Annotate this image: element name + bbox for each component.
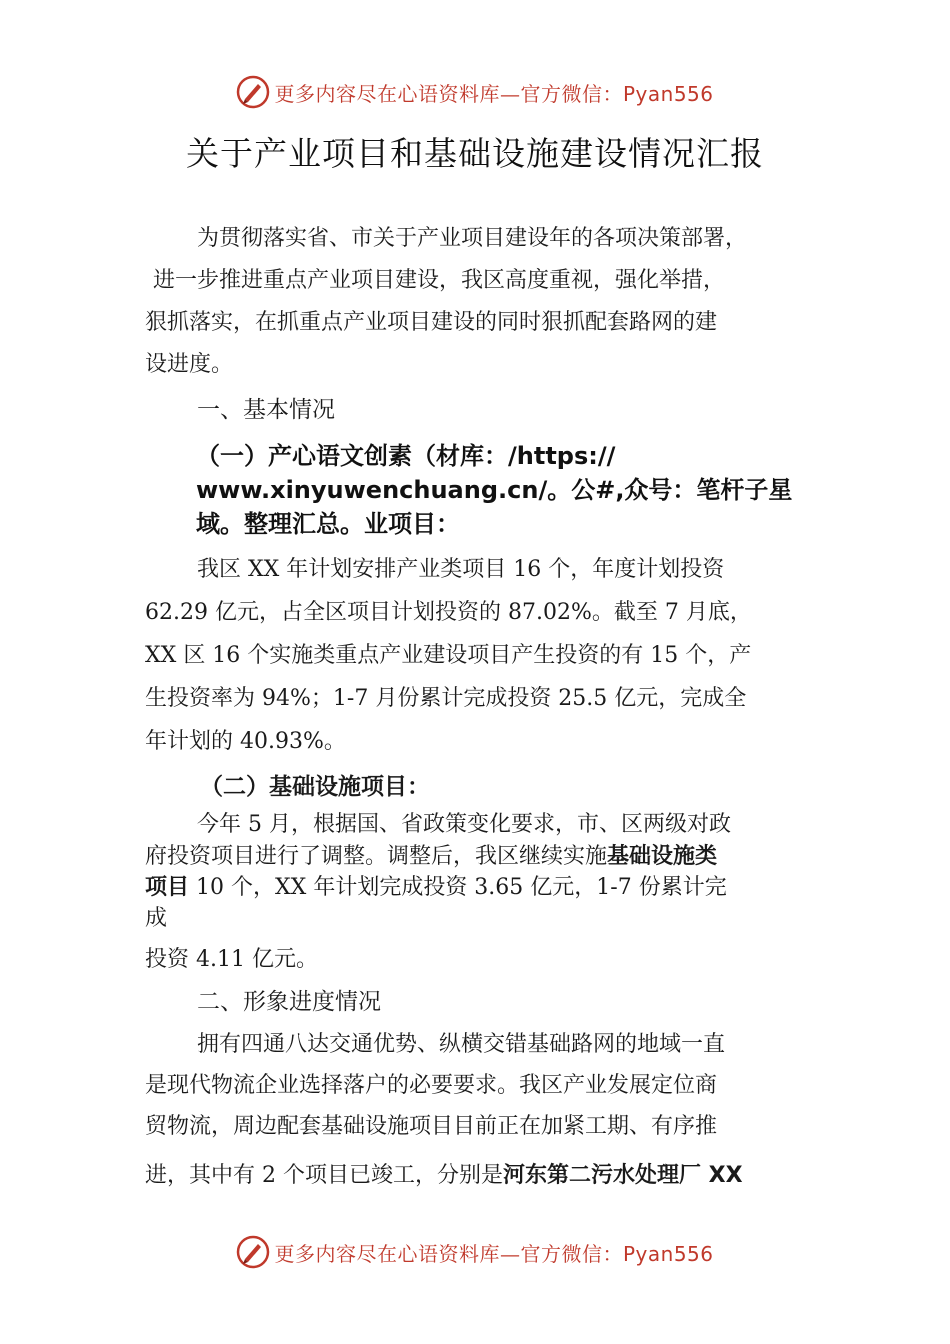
infra-line: 今年 5 月，根据国、省政策变化要求，市、区两级对政 — [197, 812, 731, 837]
subsection-heading-industry — [196, 439, 846, 541]
progress-line: 进，其中有 2 个项目已竣工，分别是河东第二污水处理厂 XX — [145, 1163, 743, 1188]
watermark-text: 更多内容尽在心语资料库—官方微信：Pyan556 — [274, 81, 714, 106]
subsection-heading-line: 域。整理汇总。业项目： — [196, 510, 460, 538]
intro-line: 设进度。 — [145, 352, 234, 377]
progress-line: 拥有四通八达交通优势、纵横交错基础路网的地域一直 — [197, 1032, 726, 1057]
industry-line: 生投资率为 94%；1-7 月份累计完成投资 25.5 亿元，完成全 — [145, 686, 747, 711]
industry-line: 年计划的 40.93%。 — [145, 729, 346, 754]
watermark-banner-bottom — [0, 1232, 950, 1272]
infra-line: 项目 10 个，XX 年计划完成投资 3.65 亿元，1-7 份累计完 — [145, 875, 727, 900]
infra-line: 成 — [145, 906, 168, 931]
wechat-id: Pyan556 — [622, 1241, 714, 1266]
document-title: 关于产业项目和基础设施建设情况汇报 — [186, 134, 764, 173]
infrastructure-paragraph — [145, 808, 825, 975]
industry-line: 62.29 亿元，占全区项目计划投资的 87.02%。截至 7 月底， — [145, 600, 752, 625]
section-heading-basic: 一、基本情况 — [197, 397, 335, 423]
watermark-banner-top — [0, 72, 950, 112]
intro-line: 进一步推进重点产业项目建设，我区高度重视，强化举措， — [153, 268, 726, 293]
wechat-id: Pyan556 — [622, 81, 714, 106]
progress-paragraph — [145, 1024, 825, 1196]
progress-bold-phrase: 河东第二污水处理厂 XX — [503, 1163, 743, 1188]
subsection-heading-infrastructure: （二）基础设施项目： — [200, 773, 430, 800]
infra-bold-phrase: 项目 — [145, 875, 190, 900]
industry-paragraph — [145, 548, 825, 763]
infra-line: 投资 4.11 亿元。 — [145, 947, 318, 972]
pen-logo-icon — [236, 75, 270, 109]
industry-line: XX 区 16 个实施类重点产业建设项目产生投资的有 15 个，产 — [145, 643, 752, 668]
intro-line: 狠抓落实，在抓重点产业项目建设的同时狠抓配套路网的建 — [145, 310, 718, 335]
progress-line: 贸物流，周边配套基础设施项目目前正在加紧工期、有序推 — [145, 1114, 718, 1139]
subsection-heading-line: www.xinyuwenchuang.cn/。公#,众号：笔杆子星 — [196, 476, 793, 504]
section-heading-progress: 二、形象进度情况 — [197, 989, 381, 1015]
pen-logo-icon — [236, 1235, 270, 1269]
infra-bold-phrase: 基础设施类 — [607, 844, 718, 869]
watermark-text: 更多内容尽在心语资料库—官方微信：Pyan556 — [274, 1241, 714, 1266]
infra-line: 府投资项目进行了调整。调整后，我区继续实施基础设施类 — [145, 844, 718, 869]
industry-line: 我区 XX 年计划安排产业类项目 16 个，年度计划投资 — [197, 557, 725, 582]
intro-paragraph — [145, 218, 825, 386]
progress-line: 是现代物流企业选择落户的必要要求。我区产业发展定位商 — [145, 1073, 718, 1098]
intro-line: 为贯彻落实省、市关于产业项目建设年的各项决策部署， — [197, 226, 748, 251]
subsection-heading-line: （一）产心语文创素（材库：/https:// — [196, 442, 616, 470]
